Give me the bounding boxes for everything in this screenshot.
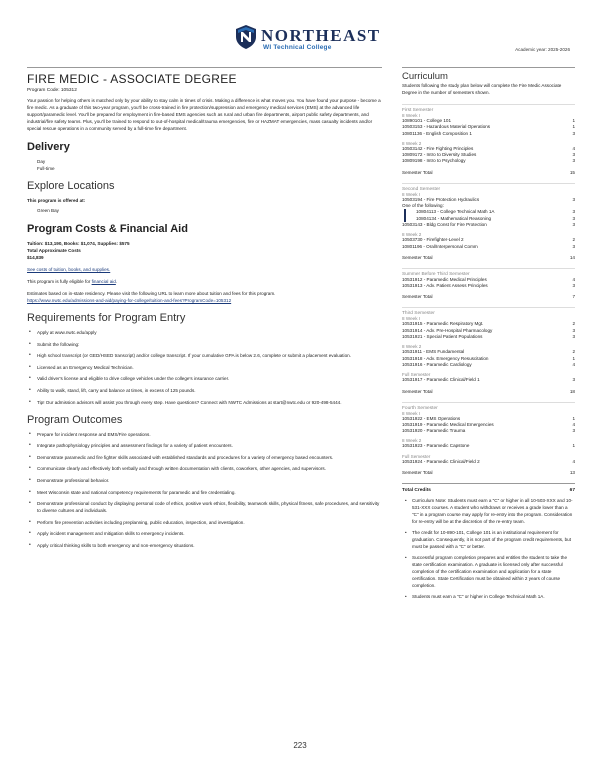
course-row <box>402 377 575 383</box>
outcomes-heading: Program Outcomes <box>27 413 123 426</box>
course-name: 10531918 - Adv. Emergency Resuscitation <box>402 355 489 361</box>
course-name: 10503153 - Hazardous Material Operations <box>402 124 491 130</box>
course-credits: 3 <box>572 221 575 227</box>
list-item: • Apply critical thinking skills to both emergency and non-emergency situations. <box>27 542 382 549</box>
term-subtitle: 8 Week 2 <box>402 344 422 350</box>
semester-title: Fourth Semester <box>402 402 575 411</box>
program-details-column <box>27 67 382 554</box>
semester-total-value: 13 <box>569 470 575 476</box>
financial-aid-prefix: This program is fully eligible for <box>27 279 92 284</box>
course-name: 10531922 - EMS Operations <box>402 415 461 421</box>
course-credits: 1 <box>572 118 575 123</box>
semester-total-label: Semester Total <box>402 294 433 300</box>
see-costs-link[interactable]: See costs of tuition, books, and supplies. <box>27 267 111 272</box>
course-name: 10804113 - College Technical Math 1A <box>416 209 495 215</box>
term-subtitle: 8 Week 2 <box>402 140 422 146</box>
course-name: 10890101 - College 101 <box>402 118 452 123</box>
semester-total-value: 15 <box>569 169 575 175</box>
college-logo[interactable] <box>235 24 381 54</box>
course-credits: 1 <box>572 355 575 361</box>
shield-logo-icon <box>235 24 257 50</box>
course-credits: 1 <box>572 443 575 449</box>
semester-total-value: 18 <box>569 388 575 394</box>
course-name: 10531914 - Adv. Pre-Hospital Pharmacology <box>402 327 493 333</box>
course-credits: 3 <box>572 215 575 221</box>
course-name: 10531912 - Paramedic Medical Principles <box>402 276 487 282</box>
financial-aid-link[interactable]: financial aid <box>91 279 116 284</box>
semester-title: First Semester <box>402 104 575 113</box>
course-name: 10531921 - Special Patient Populations <box>402 334 483 340</box>
course-credits: 3 <box>572 428 575 434</box>
course-name: 10503194 - Fire Protection Hydraulics <box>402 196 480 202</box>
course-credits: 3 <box>572 152 575 158</box>
page-number: 223 <box>293 741 307 750</box>
semester-title: Second Semester <box>402 183 575 192</box>
course-name: 10531923 - Paramedic Capstone <box>402 443 470 449</box>
list-item: • Licensed as an Emergency Medical Technician. <box>27 364 382 371</box>
list-item: • Perform fire prevention activities including preplanning, public education, inspection, and investigation. <box>27 519 382 526</box>
course-credits: 4 <box>572 145 575 151</box>
list-item: • Prepare for incident response and EMS/Fire operations. <box>27 431 382 438</box>
program-description: Your passion for helping others is matched only by your ability to stay calm in times of crisis. Making a difference is what moves you. You have found your purpose - become a fire medic. As a graduate of this two-year program, you'll be cross-trained in fire protection/suppression and emergency medical services (EMS) at the advanced life support/paramedic level. You'll be prepared for employment in fire-based EMS agencies such as rural and urban fire departments, airport public safety departments, and industrial/fire safety teams. Plus, you'll be trained to respond to out-of-hospital medical/trauma emergencies, fire or HAZMAT emergencies, mass casualty incidents and/or special rescue operations in a community served by a full-time fire department. <box>27 98 381 131</box>
note-item: • The credit for 10-890-101, College 101 is an institutional requirement for graduation. Consequently, it is not part of the program credit requirements, but must be passed with a "C" or better. <box>402 529 575 550</box>
delivery-list <box>27 158 382 172</box>
course-credits: 3 <box>572 334 575 340</box>
divider <box>402 67 575 68</box>
course-credits: 2 <box>572 237 575 243</box>
program-code: Program Code: 105312 <box>27 88 77 93</box>
course-name: 10809172 - Intro to Diversity Studies <box>402 152 477 158</box>
locations-offered-label: This program is offered at: <box>27 198 86 203</box>
semester-total-value: 14 <box>569 254 575 260</box>
course-credits: 3 <box>572 196 575 202</box>
course-credits: 3 <box>572 243 575 249</box>
term-subtitle: 8 Week I <box>402 316 421 322</box>
note-item: • Students must earn a "C" or higher in College Technical Math 1A. <box>402 593 575 600</box>
financial-aid-line <box>27 278 382 285</box>
course-row <box>402 244 575 250</box>
note-item: • Successful program completion prepares and entitles the student to take the state certification examination. A graduate is licensed only after successful completion of the certification examination and application for a state certification. State Certification must be obtained within 2 years of course completion. <box>402 554 575 589</box>
course-credits: 4 <box>572 421 575 427</box>
curriculum-column <box>402 67 575 604</box>
semester-total-label: Semester Total <box>402 388 433 394</box>
semester-list <box>402 104 575 475</box>
page-header <box>0 0 600 66</box>
term-subtitle: 8 Week 2 <box>402 438 422 444</box>
semester-total-label: Semester Total <box>402 254 433 260</box>
list-item: • Valid driver's license and eligible to drive college vehicles under the college's insurance carrier. <box>27 375 382 382</box>
course-credits: 3 <box>572 130 575 136</box>
course-name: 10531915 - Paramedic Respiratory Mgt. <box>402 321 484 327</box>
outcomes-list <box>27 431 382 549</box>
locations-heading: Explore Locations <box>27 180 115 192</box>
list-item: • Submit the following: <box>27 341 382 348</box>
course-row <box>402 158 575 164</box>
estimates-note: Estimates based on in-state residency. Please visit the following URL to learn more about tuition and fees for this program. <box>27 291 276 296</box>
list-item: • Apply incident management and mitigation skills to emergency incidents. <box>27 530 382 537</box>
course-credits: 2 <box>572 349 575 355</box>
semester-total-value: 7 <box>572 294 575 300</box>
page-title: FIRE MEDIC - ASSOCIATE DEGREE <box>27 72 237 86</box>
curriculum-intro: Students following the study plan below will complete the Fire Medic Associate Degree in the number of semesters shown. <box>402 83 562 95</box>
total-costs-value: $14,839 <box>27 255 44 260</box>
financial-aid-suffix: . <box>115 279 118 284</box>
semester-total-row <box>402 294 575 299</box>
location-item: Green Bay <box>37 208 59 213</box>
total-costs-label: Total Approximate Costs <box>27 248 81 253</box>
course-row <box>402 283 575 289</box>
term-subtitle: 8 Week I <box>402 410 421 416</box>
semester-title: Summer Before Third Semester <box>402 268 575 277</box>
course-name: 10531913 - Adv. Patient Assess Principles <box>402 283 488 289</box>
course-credits: 4 <box>572 361 575 367</box>
course-name: 10531924 - Paramedic Clinical/Field 2 <box>402 458 480 464</box>
costs-heading: Program Costs & Financial Aid <box>27 223 188 235</box>
list-item: • Meet Wisconsin state and national competency requirements for paramedic and fire credentialing. <box>27 489 382 496</box>
semester-total-label: Semester Total <box>402 169 433 175</box>
semester-total-row <box>402 470 575 475</box>
list-item: • Apply at www.nwtc.edu/apply <box>27 329 382 336</box>
course-name: 10503142 - Fire Fighting Principles <box>402 145 474 151</box>
divider <box>27 67 382 68</box>
term-subtitle: 8 Week I <box>402 191 421 197</box>
course-name: 10503730 - Firefighter-Level 2 <box>402 237 464 243</box>
term-subtitle: 8 Week 2 <box>402 232 422 238</box>
academic-year: Academic year: 2025-2026 <box>515 47 570 52</box>
term-subtitle: Full Semester <box>402 453 431 459</box>
logo-name: NORTHEAST <box>261 26 381 45</box>
course-credits: 4 <box>572 458 575 464</box>
course-row <box>402 459 575 465</box>
tuition-line: Tuition: $13,190, Books: $1,074, Supplies: $575 <box>27 241 130 246</box>
curriculum-heading: Curriculum <box>402 71 448 82</box>
course-credits: 4 <box>572 276 575 282</box>
total-credits-value: 67 <box>569 488 575 494</box>
logo-subtitle: WI Technical College <box>263 44 332 51</box>
total-credits-label: Total Credits <box>402 488 431 494</box>
course-name: 10503143 - Bldg Const for Fire Protection <box>402 221 487 227</box>
list-item: • Integrate pathophysiology principles and assessment findings for a variety of patient encounters. <box>27 442 382 449</box>
note-item: • Curriculum Note: Students must earn a "C" or higher in all 10-503-XXX and 10-531-XXX courses. A student who withdraws or receives a grade lower than a "C" in a program course may apply for re-entry into the program. Consideration for re-entry will be at the discretion of the re-entry team. <box>402 497 575 525</box>
list-item: • Tip! Our admission advisors will assist you through every step. Have questions? Connect with NWTC Admissions at start@nwtc.edu or 920-498-5444. <box>27 399 382 406</box>
course-name: 10809198 - Intro to Psychology <box>402 158 466 164</box>
course-name: 10801196 - Oral/Interpersonal Comm <box>402 243 478 249</box>
list-item: • Communicate clearly and effectively both verbally and through written documentation with clients, coworkers, other agencies, and supervisors. <box>27 465 382 472</box>
requirements-list <box>27 329 382 406</box>
semester-total-row <box>402 389 575 394</box>
semester-total-row <box>402 255 575 260</box>
semester-total-row <box>402 170 575 175</box>
course-name: 10531917 - Paramedic Clinical/Field 1 <box>402 377 480 383</box>
course-credits: 3 <box>572 209 575 215</box>
course-name: 10531911 - EMS Fundamental <box>402 349 465 355</box>
course-name: 10804134 - Mathematical Reasoning <box>416 215 492 221</box>
semester-title: Third Semester <box>402 307 575 316</box>
course-credits: 3 <box>572 377 575 383</box>
course-name: 10801136 - English Composition 1 <box>402 130 472 136</box>
term-subtitle: Full Semester <box>402 372 431 378</box>
course-name: 10531920 - Paramedic Trauma <box>402 428 466 434</box>
delivery-item: Full-time <box>37 166 55 171</box>
course-credits: 3 <box>572 158 575 164</box>
curriculum-notes <box>402 497 575 600</box>
course-credits: 1 <box>572 415 575 421</box>
delivery-item: Day <box>37 159 46 164</box>
list-item: • Demonstrate professional behavior. <box>27 477 382 484</box>
course-credits: 3 <box>572 327 575 333</box>
course-credits: 3 <box>572 283 575 289</box>
semester-total-label: Semester Total <box>402 470 433 476</box>
course-credits: 2 <box>572 321 575 327</box>
delivery-heading: Delivery <box>27 141 70 153</box>
tuition-url-link[interactable]: https://www.nwtc.edu/admissions-and-aid/paying-for-college/tuition-and-fees?ProgramCode=105312 <box>27 298 232 303</box>
course-name: 10531916 - Paramedic Cardiology <box>402 361 472 367</box>
term-subtitle: 8 Week I <box>402 113 421 118</box>
list-item: • Demonstrate professional conduct by displaying personal code of ethics, positive work ethics, flexibility, teamwork skills, physical fitness, safe procedures, and sensitivity to diverse cultures and individuals. <box>27 500 382 514</box>
total-credits-row <box>402 483 575 493</box>
list-item: • Ability to walk, stand, lift, carry and balance at times, in excess of 125 pounds. <box>27 387 382 394</box>
course-credits: 1 <box>572 124 575 130</box>
list-item: • Demonstrate paramedic and fire fighter skills associated with established standards and procedures for a variety of emergency based encounters. <box>27 454 382 461</box>
list-item: • High school transcript (or GED/HSED transcript) and/or college transcript. If your cumulative GPA is below 2.6, complete or submit a placement evaluation. <box>27 352 382 359</box>
requirements-heading: Requirements for Program Entry <box>27 312 186 324</box>
course-name: 10531919 - Paramedic Medical Emergencies <box>402 421 494 427</box>
course-name: One of the following: <box>402 203 444 209</box>
